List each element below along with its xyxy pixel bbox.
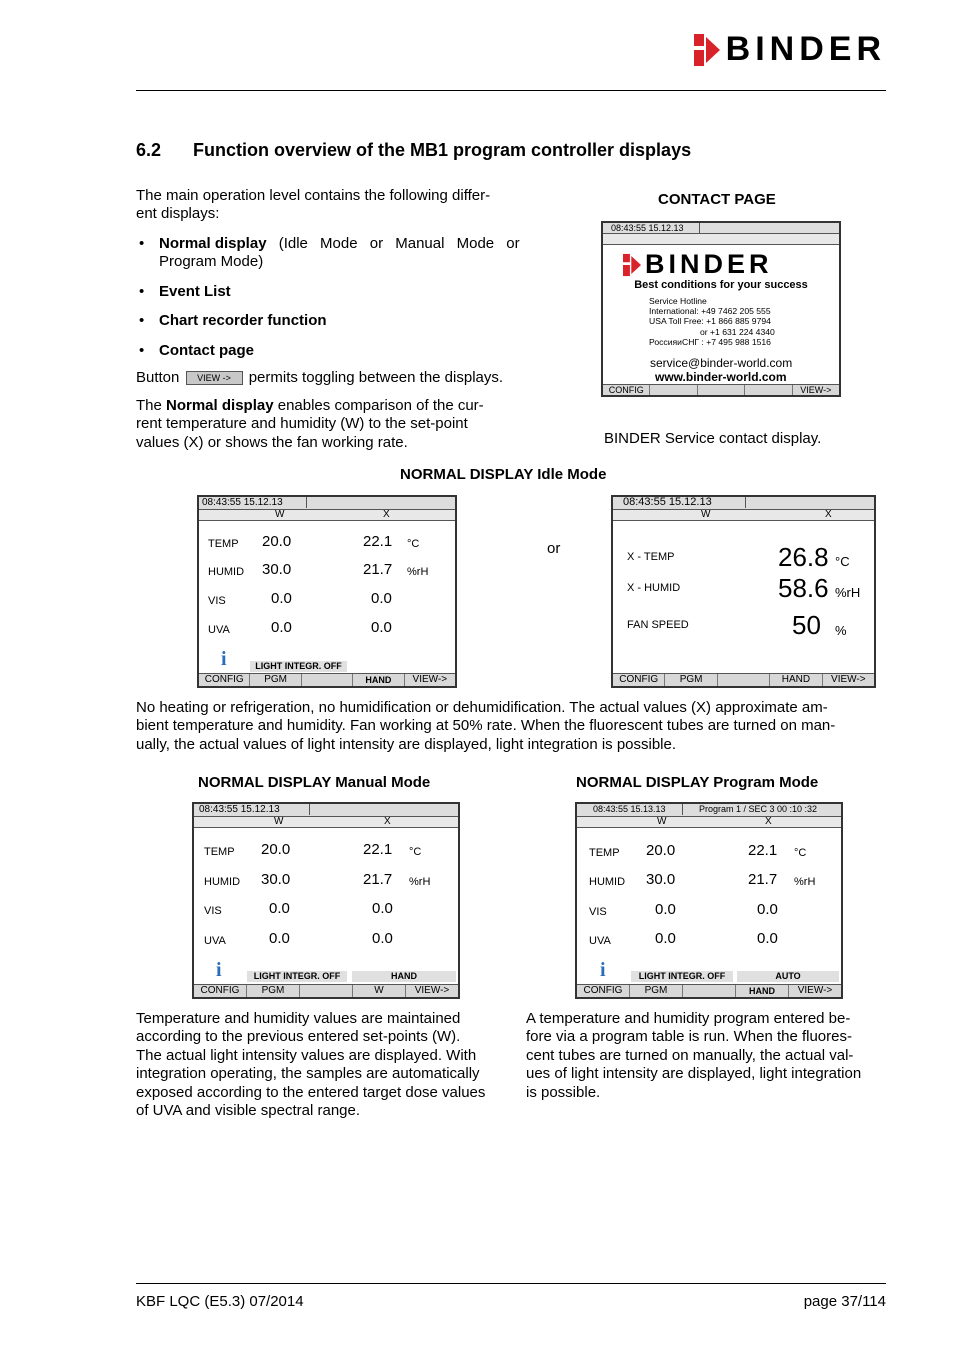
info-icon[interactable]: i: [221, 648, 227, 670]
program-desc-line: A temperature and humidity program entered be-: [526, 1010, 851, 1027]
idle-description: [136, 699, 896, 754]
contact-logo: [623, 249, 773, 280]
intro-line-2: ent displays:: [136, 205, 220, 223]
pgm-button[interactable]: PGM: [247, 985, 300, 997]
humid-setpoint: 30.0: [262, 561, 292, 578]
light-integr-status: LIGHT INTEGR. OFF: [250, 661, 347, 672]
idle-desc-line: bient temperature and humidity. Fan working at 50% rate. When the fluorescent tubes are turned on man-: [136, 717, 836, 735]
bullet-text-2: Program Mode): [159, 253, 264, 271]
normal-display-paragraph: [136, 397, 536, 452]
softkeys: [577, 984, 841, 997]
softkeys: [199, 673, 455, 686]
config-button[interactable]: CONFIG: [603, 385, 650, 395]
temp-label: TEMP: [589, 847, 620, 859]
contact-email: service@binder-world.com: [650, 356, 793, 370]
bullet-bold: Contact page: [159, 341, 255, 359]
footer-page-number: page 37/114: [803, 1293, 886, 1310]
top-bar: [577, 804, 841, 817]
para-pre: The: [136, 397, 167, 414]
bullet-bold: Normal display: [159, 235, 267, 252]
humid-unit: %rH: [794, 876, 816, 888]
humid-label: HUMID: [204, 876, 241, 888]
x-temp-label: X - TEMP: [627, 551, 675, 563]
x-label: X: [384, 816, 391, 827]
temp-unit: °C: [794, 847, 807, 859]
manual-desc-line: exposed according to the entered target dose values: [136, 1083, 486, 1101]
temp-unit: °C: [409, 846, 422, 858]
info-icon[interactable]: i: [216, 959, 222, 981]
wx-header: [577, 817, 841, 828]
section-heading: [136, 140, 691, 161]
wx-header: [194, 817, 458, 828]
temp-setpoint: 20.0: [646, 842, 676, 859]
softkey-empty[interactable]: [302, 674, 353, 686]
top-bar: [613, 497, 874, 510]
config-button[interactable]: CONFIG: [613, 674, 665, 686]
para-post: enables comparison of the cur-: [273, 397, 484, 414]
view-button[interactable]: VIEW->: [797, 985, 833, 996]
binder-logo: [694, 30, 886, 69]
temp-setpoint: 20.0: [261, 841, 291, 858]
manual-desc-line: of UVA and visible spectral range.: [136, 1102, 361, 1120]
list-item: [136, 342, 528, 360]
pgm-button[interactable]: PGM: [630, 985, 683, 997]
temp-unit: °C: [407, 538, 420, 550]
button-line-after: permits toggling between the displays.: [248, 369, 504, 386]
idle-desc-line: ually, the actual values of light intensity are displayed, light integration is possible.: [136, 735, 677, 753]
program-status: Program 1 / SEC 3 00 :10 :32: [699, 804, 818, 814]
uva-actual: 0.0: [371, 619, 392, 636]
button-line: [136, 369, 536, 387]
footer-doc-id: KBF LQC (E5.3) 07/2014: [136, 1293, 304, 1310]
contact-caption: CONTACT PAGE: [658, 191, 776, 208]
idle-alt-screen: [611, 495, 876, 688]
datetime: 08:43:55 15.13.13: [577, 804, 683, 815]
hotline-line: Service Hotline: [649, 296, 707, 306]
uva-label: UVA: [589, 935, 611, 947]
w-label: W: [657, 816, 667, 827]
info-icon[interactable]: i: [600, 959, 606, 981]
hand-button[interactable]: HAND: [736, 985, 789, 997]
idle-desc-line: No heating or refrigeration, no humidification or dehumidification. The actual values (X) approximate am-: [136, 699, 828, 716]
contact-brand: BINDER: [645, 249, 773, 279]
vis-actual: 0.0: [372, 900, 393, 917]
view-button-sample[interactable]: VIEW ->: [186, 371, 243, 385]
w-label: W: [701, 509, 711, 520]
vis-label: VIS: [208, 595, 226, 607]
bullet-bold: Chart recorder function: [159, 312, 327, 330]
brand-name: BINDER: [725, 30, 886, 68]
temp-actual: 22.1: [363, 533, 393, 550]
x-label: X: [383, 509, 390, 520]
wx-header: [613, 510, 874, 521]
hotline-line: РоссияиСНГ : +7 495 988 1516: [649, 336, 771, 347]
humid-setpoint: 30.0: [261, 871, 291, 888]
manual-screen: [192, 802, 460, 999]
idle-screen: [197, 495, 457, 688]
config-button[interactable]: CONFIG: [577, 985, 630, 997]
temp-actual: 22.1: [363, 841, 393, 858]
contact-web: www.binder-world.com: [655, 370, 787, 384]
program-desc-line: is possible.: [526, 1083, 601, 1101]
temp-label: TEMP: [204, 846, 235, 858]
or-label: or: [547, 540, 561, 557]
contact-slogan: Best conditions for your success: [634, 279, 808, 291]
humid-actual: 21.7: [363, 561, 393, 578]
softkey-empty[interactable]: [300, 985, 353, 997]
button-line-before: Button: [136, 369, 180, 386]
bullet-text: (Idle Mode or Manual Mode or: [266, 235, 520, 252]
x-humid-unit: %rH: [835, 585, 861, 600]
humid-unit: %rH: [409, 876, 431, 888]
header-rule: [136, 90, 886, 91]
uva-setpoint: 0.0: [655, 930, 676, 947]
x-temp-unit: °C: [835, 554, 850, 569]
humid-label: HUMID: [208, 566, 245, 578]
contact-softkeys: [603, 384, 839, 395]
vis-actual: 0.0: [757, 901, 778, 918]
humid-actual: 21.7: [748, 871, 778, 888]
uva-actual: 0.0: [372, 930, 393, 947]
footer-rule: [136, 1283, 886, 1284]
contact-top-bar: [603, 223, 839, 234]
uva-setpoint: 0.0: [269, 930, 290, 947]
program-desc-line: ues of light intensity are displayed, light integration: [526, 1065, 862, 1083]
pgm-button[interactable]: PGM: [250, 674, 301, 686]
manual-caption: NORMAL DISPLAY Manual Mode: [198, 774, 431, 791]
manual-desc-line: integration operating, the samples are automatically: [136, 1065, 480, 1083]
humid-actual: 21.7: [363, 871, 393, 888]
list-item: [136, 312, 528, 330]
binder-logo-icon: [623, 253, 641, 277]
x-humid-value: 58.6: [778, 573, 829, 603]
manual-desc-line: according to the previous entered set-points (W).: [136, 1028, 461, 1046]
vis-setpoint: 0.0: [655, 901, 676, 918]
temp-label: TEMP: [208, 538, 239, 550]
idle-caption: NORMAL DISPLAY Idle Mode: [400, 466, 607, 483]
vis-label: VIS: [589, 906, 607, 918]
section-number: 6.2: [136, 140, 162, 160]
view-button[interactable]: VIEW->: [800, 385, 832, 395]
contact-datetime: 08:43:55 15.12.13: [603, 223, 700, 233]
program-screen: [575, 802, 843, 999]
uva-actual: 0.0: [757, 930, 778, 947]
list-item: [136, 235, 528, 272]
intro-text: [136, 187, 531, 224]
humid-unit: %rH: [407, 566, 429, 578]
vis-setpoint: 0.0: [271, 590, 292, 607]
manual-description: [136, 1010, 521, 1120]
w-label: W: [275, 509, 285, 520]
program-description: [526, 1010, 896, 1102]
light-integr-status: LIGHT INTEGR. OFF: [247, 971, 347, 982]
humid-setpoint: 30.0: [646, 871, 676, 888]
contact-screen: [601, 221, 841, 397]
binder-logo-icon: [694, 34, 720, 66]
fan-speed-value: 50: [792, 610, 821, 640]
contact-subcaption: BINDER Service contact display.: [604, 430, 822, 447]
view-button[interactable]: VIEW->: [414, 985, 450, 996]
para-line-2: rent temperature and humidity (W) to the set-point: [136, 415, 468, 433]
softkey-empty[interactable]: [683, 985, 736, 997]
softkey-empty[interactable]: [698, 385, 745, 395]
uva-label: UVA: [204, 935, 226, 947]
softkey-empty[interactable]: [650, 385, 697, 395]
manual-desc-line: Temperature and humidity values are maintained: [136, 1010, 461, 1027]
softkey-empty[interactable]: [745, 385, 792, 395]
program-desc-line: cent tubes are turned on manually, the actual val-: [526, 1046, 854, 1064]
hand-button[interactable]: HAND: [770, 674, 822, 686]
para-bold: Normal display: [166, 397, 274, 414]
x-temp-value: 26.8: [778, 542, 829, 572]
mode-status: HAND: [352, 971, 456, 982]
program-caption: NORMAL DISPLAY Program Mode: [576, 774, 819, 791]
vis-setpoint: 0.0: [269, 900, 290, 917]
humid-label: HUMID: [589, 876, 626, 888]
wx-header: [199, 510, 455, 521]
pgm-button[interactable]: PGM: [665, 674, 717, 686]
contact-subbar: [603, 234, 839, 245]
mode-status: AUTO: [737, 971, 839, 982]
para-line-3: values (X) or shows the fan working rate.: [136, 433, 408, 451]
temp-setpoint: 20.0: [262, 533, 292, 550]
program-desc-line: fore via a program table is run. When the fluores-: [526, 1028, 852, 1046]
fan-speed-label: FAN SPEED: [627, 619, 689, 631]
hand-button[interactable]: HAND: [353, 674, 404, 686]
config-button[interactable]: CONFIG: [194, 985, 247, 997]
contact-hotline: [649, 296, 775, 347]
vis-actual: 0.0: [371, 590, 392, 607]
hotline-line: or +1 631 224 4340: [700, 326, 775, 337]
view-button[interactable]: VIEW->: [412, 674, 448, 685]
x-label: X: [825, 509, 832, 520]
w-label: W: [274, 816, 284, 827]
uva-label: UVA: [208, 624, 230, 636]
config-button[interactable]: CONFIG: [199, 674, 250, 686]
top-bar: [194, 804, 458, 817]
hotline-line: USA Toll Free: +1 866 885 9794: [649, 316, 771, 327]
softkeys: [613, 673, 874, 686]
softkeys: [194, 984, 458, 997]
x-label: X: [765, 816, 772, 827]
manual-desc-line: The actual light intensity values are displayed. With: [136, 1046, 477, 1064]
datetime: 08:43:55 15.12.13: [613, 497, 746, 508]
view-button[interactable]: VIEW->: [831, 674, 866, 685]
intro-line-1: The main operation level contains the following differ-: [136, 187, 491, 204]
vis-label: VIS: [204, 905, 222, 917]
x-humid-label: X - HUMID: [627, 582, 681, 594]
uva-setpoint: 0.0: [271, 619, 292, 636]
top-bar: [199, 497, 455, 510]
fan-speed-unit: %: [835, 623, 847, 638]
section-title: Function overview of the MB1 program controller displays: [193, 140, 692, 160]
softkey-empty[interactable]: [718, 674, 770, 686]
hotline-line: International: +49 7462 205 555: [649, 306, 771, 317]
w-button[interactable]: W: [353, 985, 406, 997]
datetime: 08:43:55 15.12.13: [199, 497, 307, 508]
light-integr-status: LIGHT INTEGR. OFF: [631, 971, 733, 982]
list-item: [136, 283, 528, 301]
temp-actual: 22.1: [748, 842, 778, 859]
bullet-bold: Event List: [159, 282, 231, 300]
datetime: 08:43:55 15.12.13: [194, 804, 310, 815]
display-list: [136, 235, 528, 371]
